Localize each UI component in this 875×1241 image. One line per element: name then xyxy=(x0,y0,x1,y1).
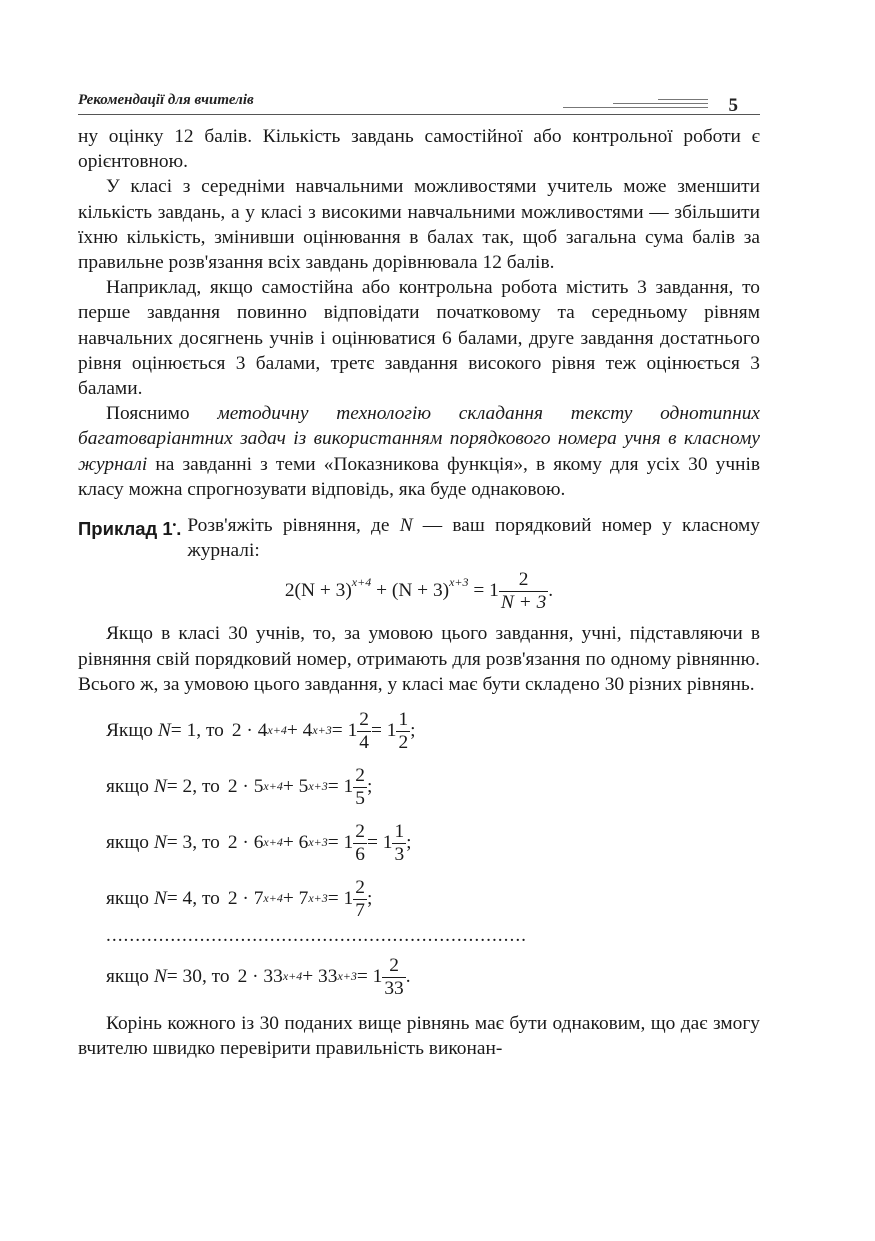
header-decor-line xyxy=(613,103,708,104)
running-title: Рекомендації для вчителів xyxy=(78,92,254,108)
fraction: $\frac{2}{N + 3}$ xyxy=(500,569,547,614)
main-equation: $2(N + 3)^{x+4} + (N + 3)^{x+3} = 1$ $\frac{2}{N + 3}$ . xyxy=(284,569,554,614)
ellipsis-row: ........................................................................ xyxy=(106,925,528,947)
paragraph: Корінь кожного із 30 поданих вище рівнянь має бути однаковим, що дає змогу вчителю швидко перевірити правильність виконан- xyxy=(78,1013,760,1060)
case-equation-1: Якщо N = 1, то 2 · 4 x+4 + 4 x+3 = 1 $\frac{2}{4}$ = 1 $\frac{1}{2}$ ; xyxy=(106,708,416,753)
italic-text: методичну технологію складання тексту однотипних багатоваріантних задач із використанням порядкового номера учня в класному журналі xyxy=(78,403,760,475)
case-equation-4: якщо N = 4, то 2 · 7 x+4 + 7 x+3 = 1 $\frac{2}{7}$ ; xyxy=(106,876,373,921)
case-equation-2: якщо N = 2, то 2 · 5 x+4 + 5 x+3 = 1 $\frac{2}{5}$ ; xyxy=(106,764,373,809)
header-decor-line xyxy=(563,107,708,108)
header-rule xyxy=(78,114,760,115)
text-span: Пояснимо xyxy=(106,403,218,425)
paragraph: ну оцінку 12 балів. Кількість завдань самостійної або контрольної роботи є орієнтовною. xyxy=(78,126,760,173)
example-label: Приклад 1•. xyxy=(78,518,182,540)
page-body xyxy=(78,124,760,1061)
page-number: 5 xyxy=(728,95,738,116)
header-decor-line xyxy=(658,99,708,100)
paragraph xyxy=(78,401,760,502)
case-equation-3: якщо N = 3, то 2 · 6 x+4 + 6 x+3 = 1 $\frac{2}{6}$ = 1 $\frac{1}{3}$ ; xyxy=(106,820,412,865)
example-task: Розв'яжіть рівняння, де N — ваш порядковий номер у класному журналі: xyxy=(187,515,760,562)
paragraph: Наприклад, якщо самостійна або контрольна робота містить 3 завдання, то перше завдання повинно відповідати початковому та середньому рівням навчальних досягнень учнів і оцінюватися 6 балами, друге завдання достатнього рівня оцінюється 3 балами, третє завдання високого рівня теж оцінюється 3 балами. xyxy=(78,277,760,400)
text-span: на завданні з теми «Показникова функція», в якому для усіх 30 учнів класу можна спрогнозувати відповідь, яка буде однаковою. xyxy=(78,453,760,500)
case-equation-30: якщо N = 30, то 2 · 33 x+4 + 33 x+3 = 1 $\frac{2}{33}$ . xyxy=(106,954,411,999)
paragraph: Якщо в класі 30 учнів, то, за умовою цього завдання, учні, підставляючи в рівняння свій порядковий номер, отримають для розв'язання по одному рівнянню. Всього ж, за умовою цього завдання, у класі має бути складено 30 різних рівнянь. xyxy=(78,623,760,695)
page-header xyxy=(78,92,760,116)
example-block xyxy=(78,513,760,563)
paragraph: У класі з середніми навчальними можливостями учитель може зменшити кількість завдань, а у класі з високими навчальними можливостями — збільшити їхню кількість, змінивши оцінювання в балах так, щоб загальна сума балів за правильне розв'язання всіх завдань дорівнювала 12 балів. xyxy=(78,176,760,274)
